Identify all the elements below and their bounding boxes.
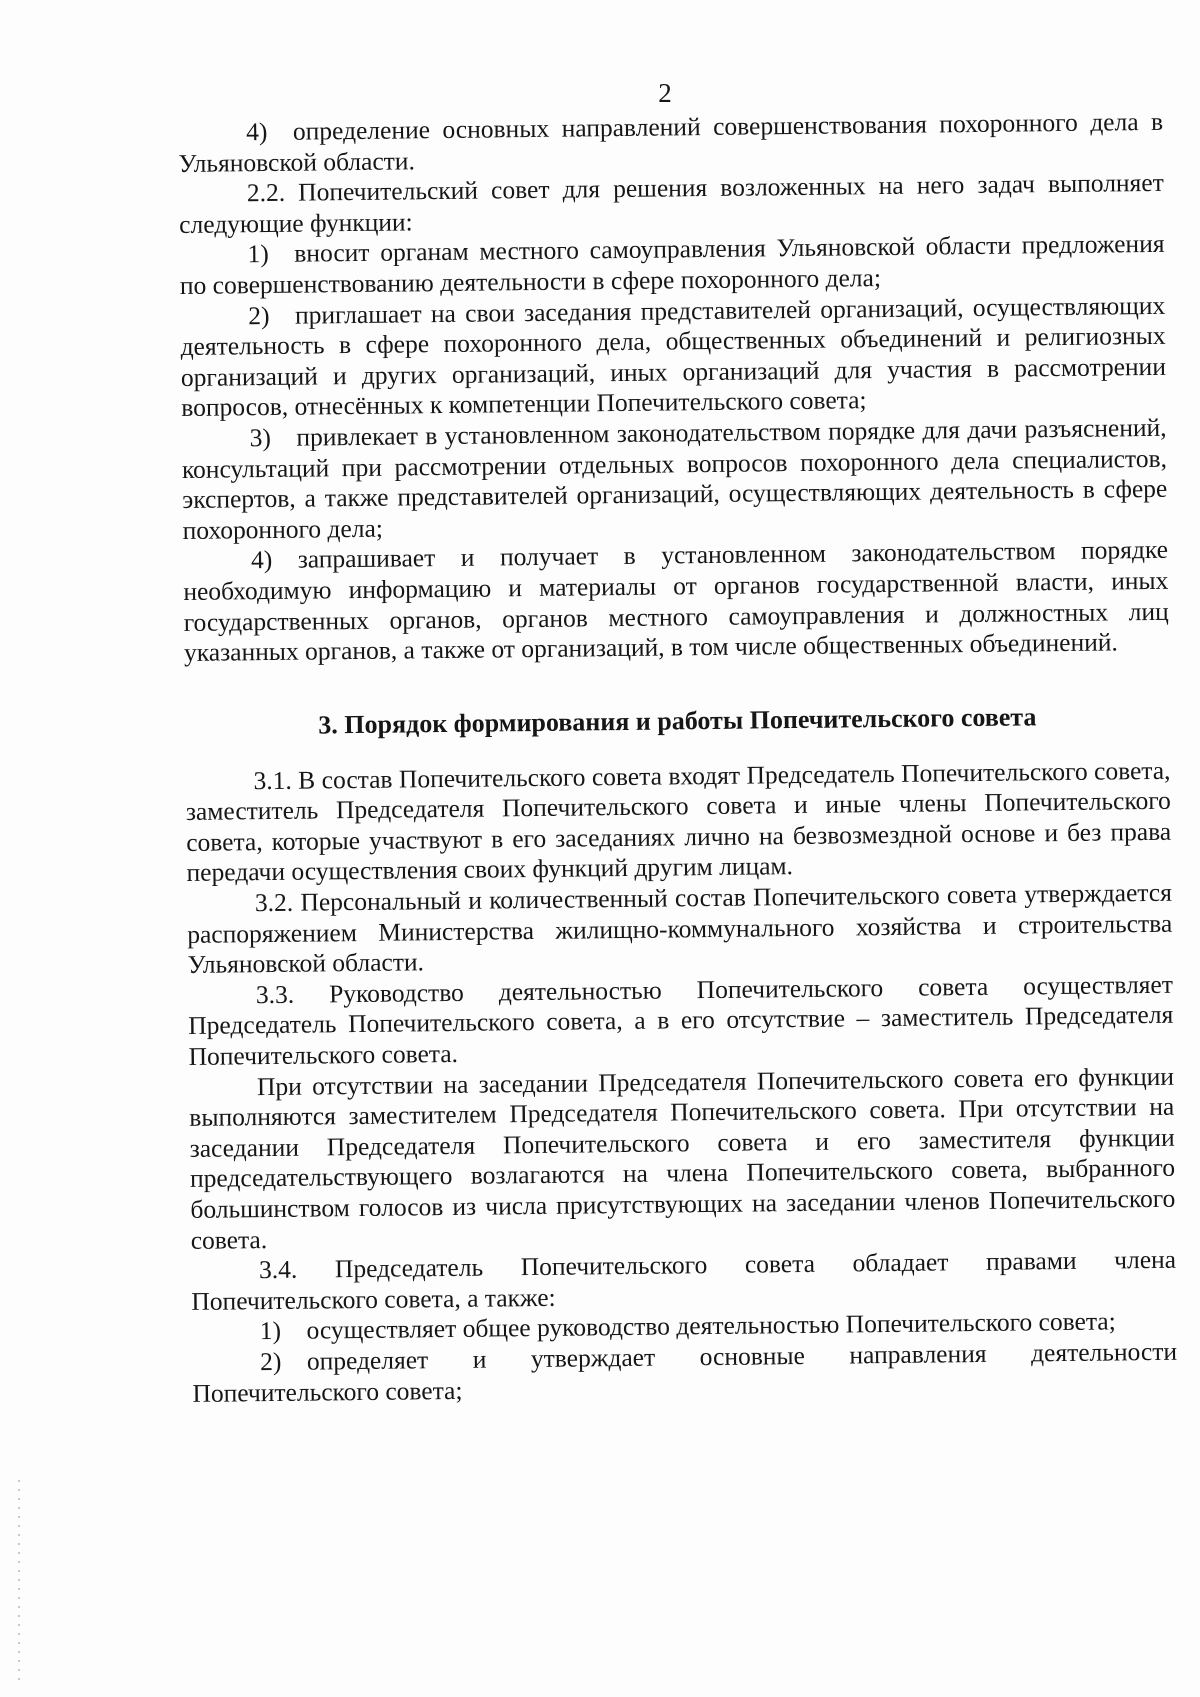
paragraph: 4) определение основных направлений совершенствования похоронного дела в Ульяновской области.	[178, 106, 1164, 178]
section-heading: 3. Порядок формирования и работы Попечительского совета	[318, 701, 1037, 740]
document-body	[178, 107, 1178, 1409]
paragraph: 3.1. В состав Попечительского совета входят Председатель Попечительского совета, заместитель Председателя Попечительского совета и иные члены Попечительского совета, которые участвуют в его заседаниях лично на безвозмездной основе и без права передачи осуществления своих функций другим лицам.	[185, 755, 1172, 888]
paragraph: 3.4. Председатель Попечительского совета обладает правами члена Попечительского совета, а также:	[191, 1244, 1177, 1316]
paragraph: 3.2. Персональный и количественный состав Попечительского совета утверждается распоряжением Министерства жилищно-коммунального хозяйства и строительства Ульяновской области.	[187, 877, 1173, 980]
paragraph: 1) осуществляет общее руководство деятельностью Попечительского совета;	[259, 1306, 1116, 1346]
page-number: 2	[658, 78, 672, 108]
paragraph: 2) приглашает на свои заседания представителей организаций, осуществляющих деятельность в сфере похоронного дела, общественных объединений и религиозных организаций и других организаций, иных организаций для участия в рассмотрении вопросов, отнесённых к компетенции Попечительского совета;	[180, 290, 1167, 423]
paragraph: При отсутствии на заседании Председателя Попечительского совета его функции выполняются заместителем Председателя Попечительского совета. При отсутствии на заседании Председателя Попечительского совета и его заместителя функции председательствующего возлагаются на члена Попечительского совета, выбранного большинством голосов из числа присутствующих на заседании членов Попечительского совета.	[189, 1061, 1176, 1255]
paragraph: 1) вносит органам местного самоуправления Ульяновской области предложения по совершенствованию деятельности в сфере похоронного дела;	[179, 229, 1165, 300]
paragraph: 4) запрашивает и получает в установленном законодательством порядке необходимую информацию и материалы от органов государственной власти, иных государственных органов, органов местного самоуправления и должностных лиц указанных органов, а также от организаций, в том числе общественных объединений.	[183, 535, 1169, 668]
scan-margin-artifact	[18, 1480, 20, 1680]
paragraph: 2) определяет и утверждает основные направления деятельности Попечительского совета;	[192, 1336, 1178, 1408]
paragraph: 2.2. Попечительский совет для решения возложенных на него задач выполняет следующие функции:	[179, 168, 1164, 239]
paragraph: 3.3. Руководство деятельностью Попечительского совета осуществляет Председатель Попечительского совета, а в его отсутствие – заместитель Председателя Попечительского совета.	[188, 969, 1174, 1071]
paragraph: 3) привлекает в установленном законодательством порядке для дачи разъяснений, консультаций при рассмотрении отдельных вопросов похоронного дела специалистов, экспертов, а также представителей организаций, осуществляющих деятельность в сфере похоронного дела;	[181, 412, 1168, 545]
